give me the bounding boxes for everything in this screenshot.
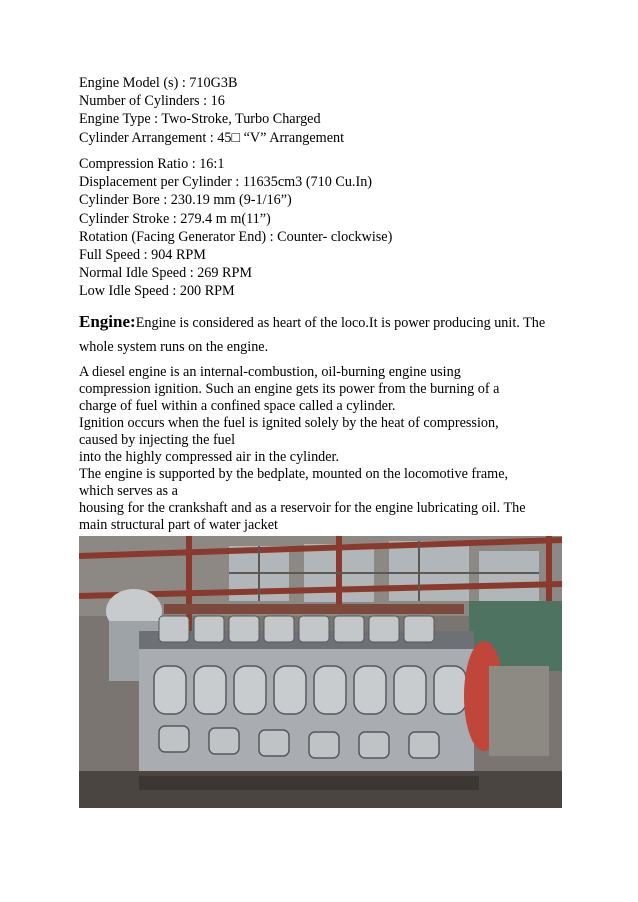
paragraph-line: caused by injecting the fuel: [79, 432, 236, 448]
spec-line: Number of Cylinders : 16: [79, 93, 225, 110]
paragraph-line: A diesel engine is an internal-combustion, oil-burning engine using: [79, 364, 461, 380]
paragraph-line: charge of fuel within a confined space called a cylinder.: [79, 398, 396, 414]
spec-line: Rotation (Facing Generator End) : Counter- clockwise): [79, 228, 393, 245]
spec-line: Cylinder Bore : 230.19 mm (9-1/16”): [79, 192, 292, 209]
spec-line: Engine Model (s) : 710G3B: [79, 75, 238, 91]
paragraph-line: compression ignition. Such an engine gets its power from the burning of a: [79, 381, 500, 397]
engine-photo: [79, 536, 562, 808]
engine-intro-text: Engine is considered as heart of the loco.It is power producing unit. The whole system runs on the engine.: [79, 315, 546, 355]
paragraph-line: main structural part of water jacket: [79, 517, 278, 533]
engine-heading: Engine:: [79, 312, 136, 331]
spec-line: Low Idle Speed : 200 RPM: [79, 283, 235, 300]
engine-intro-paragraph: [79, 310, 569, 359]
paragraph-line: Ignition occurs when the fuel is ignited solely by the heat of compression,: [79, 415, 499, 431]
paragraph-line: The engine is supported by the bedplate, mounted on the locomotive frame,: [79, 466, 509, 482]
paragraph-line: housing for the crankshaft and as a reservoir for the engine lubricating oil. The: [79, 500, 526, 516]
spec-line: Compression Ratio : 16:1: [79, 156, 225, 172]
paragraph-line: into the highly compressed air in the cylinder.: [79, 449, 340, 465]
spec-line: Displacement per Cylinder : 11635cm3 (710 Cu.In): [79, 174, 373, 191]
spec-line: Full Speed : 904 RPM: [79, 247, 206, 264]
spec-line: Cylinder Arrangement : 45□ “V” Arrangement: [79, 129, 345, 146]
spec-line: Normal Idle Speed : 269 RPM: [79, 265, 252, 282]
spec-line: Engine Type : Two-Stroke, Turbo Charged: [79, 111, 321, 128]
spec-list-primary: [79, 74, 579, 147]
paragraph-line: which serves as a: [79, 483, 178, 499]
spec-list-secondary: [79, 155, 579, 301]
diesel-engine-paragraph: [79, 364, 569, 534]
spec-line: Cylinder Stroke : 279.4 m m(11”): [79, 210, 271, 227]
